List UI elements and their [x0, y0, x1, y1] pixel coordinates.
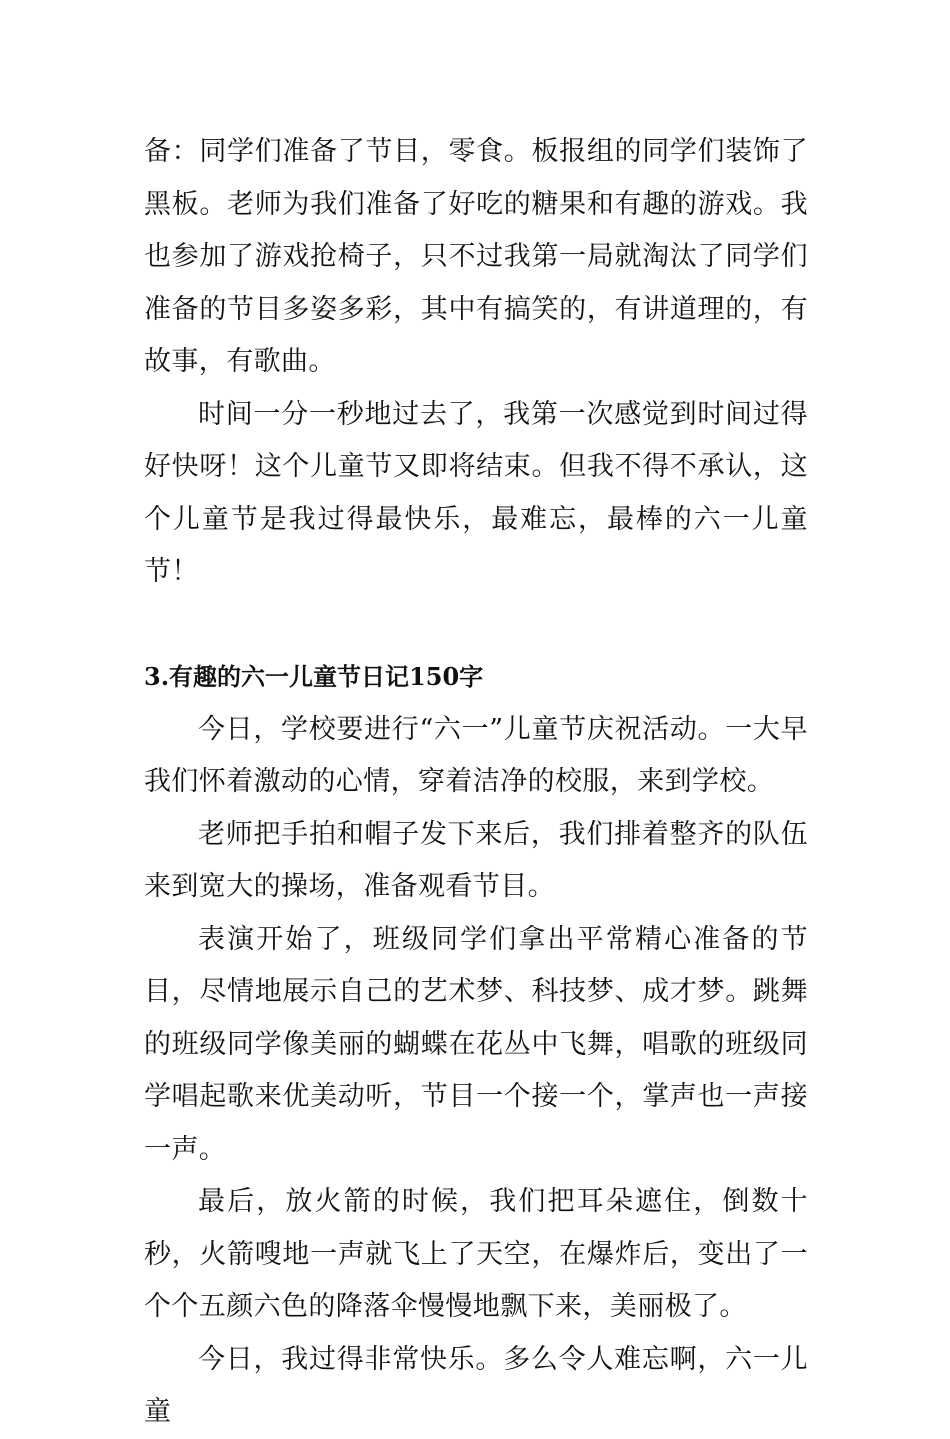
paragraph-continuation: 备：同学们准备了节目，零食。板报组的同学们装饰了黑板。老师为我们准备了好吃的糖果和有趣的游戏。我也参加了游戏抢椅子，只不过我第一局就淘汰了同学们准备的节目多姿多彩，其中有搞笑的，有讲道理的，有故事，有歌曲。 — [144, 136, 808, 377]
paragraph: 今日，我过得非常快乐。多么令人难忘啊，六一儿童 — [144, 1343, 808, 1427]
paragraph: 时间一分一秒地过去了，我第一次感觉到时间过得好快呀！这个儿童节又即将结束。但我不得不承认，这个儿童节是我过得最快乐，最难忘，最棒的六一儿童节！ — [144, 398, 808, 587]
document-page — [144, 126, 808, 1439]
section-heading: 3.有趣的六一儿童节日记150字 — [144, 662, 484, 691]
paragraph: 最后，放火箭的时候，我们把耳朵遮住，倒数十秒，火箭嗖地一声就飞上了天空，在爆炸后，变出了一个个五颜六色的降落伞慢慢地飘下来，美丽极了。 — [144, 1186, 808, 1322]
paragraph: 今日，学校要进行“六一”儿童节庆祝活动。一大早我们怀着激动的心情，穿着洁净的校服，来到学校。 — [144, 713, 808, 797]
paragraph: 老师把手拍和帽子发下来后，我们排着整齐的队伍来到宽大的操场，准备观看节目。 — [144, 818, 808, 902]
blank-line — [144, 599, 808, 652]
paragraph: 表演开始了，班级同学们拿出平常精心准备的节目，尽情地展示自己的艺术梦、科技梦、成才梦。跳舞的班级同学像美丽的蝴蝶在花丛中飞舞，唱歌的班级同学唱起歌来优美动听，节目一个接一个，掌声也一声接一声。 — [144, 923, 808, 1165]
